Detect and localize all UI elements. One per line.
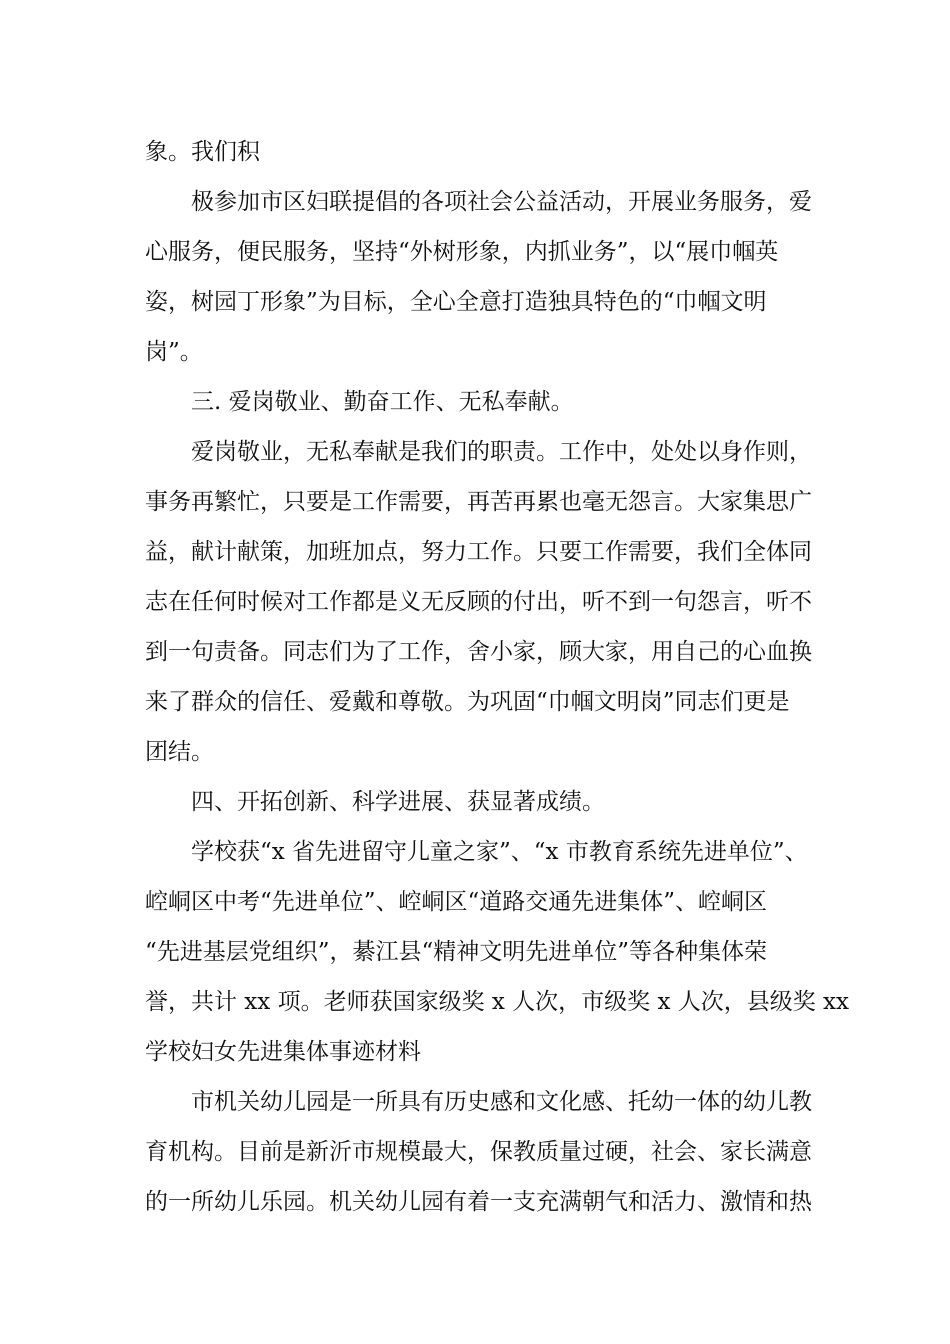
text-line: 育机构。目前是新沂市规模最大，保教质量过硬，社会、家长满意 bbox=[145, 1139, 812, 1165]
text-line: 誉，共计 xx 项。老师获国家级奖 x 人次，市级奖 x 人次，县级奖 xx bbox=[145, 989, 850, 1015]
text-line: 姿，树园丁形象”为目标，全心全意打造独具特色的“巾帼文明 bbox=[145, 289, 767, 315]
text-line: 益，献计献策，加班加点，努力工作。只要工作需要，我们全体同 bbox=[145, 539, 812, 565]
text-line: 心服务，便民服务，坚持“外树形象，内抓业务”，以“展巾帼英 bbox=[145, 239, 779, 265]
text-line: 爱岗敬业，无私奉献是我们的职责。工作中，处处以身作则， bbox=[191, 439, 812, 465]
text-line: 学校获“x 省先进留守儿童之家”、“x 市教育系统先进单位”、 bbox=[191, 839, 808, 865]
document-title: 学校妇女先进集体事迹材料 bbox=[145, 1039, 421, 1065]
text-line: “先进基层党组织”，綦江县“精神文明先进单位”等各种集体荣 bbox=[145, 939, 768, 965]
text-line: 来了群众的信任、爱戴和尊敬。为巩固“巾帼文明岗”同志们更是 bbox=[145, 689, 790, 715]
text-line: 的一所幼儿乐园。机关幼儿园有着一支充满朝气和活力、激情和热 bbox=[145, 1189, 812, 1215]
text-line: 极参加市区妇联提倡的各项社会公益活动，开展业务服务，爱 bbox=[191, 189, 812, 215]
text-line: 事务再繁忙，只要是工作需要，再苦再累也毫无怨言。大家集思广 bbox=[145, 489, 812, 515]
section-heading: 四、开拓创新、科学进展、获显著成绩。 bbox=[191, 789, 605, 815]
text-line: 到一句责备。同志们为了工作，舍小家，顾大家，用自己的心血换 bbox=[145, 639, 812, 665]
text-line: 团结。 bbox=[145, 739, 214, 765]
section-heading: 三. 爱岗敬业、勤奋工作、无私奉献。 bbox=[191, 389, 574, 415]
text-line: 市机关幼儿园是一所具有历史感和文化感、托幼一体的幼儿教 bbox=[191, 1089, 812, 1115]
text-line: 志在任何时候对工作都是义无反顾的付出，听不到一句怨言，听不 bbox=[145, 589, 812, 615]
text-line: 崆峒区中考“先进单位”、崆峒区“道路交通先进集体”、崆峒区 bbox=[145, 889, 768, 915]
text-line: 象。我们积 bbox=[145, 139, 260, 165]
text-line: 岗”。 bbox=[145, 339, 203, 365]
